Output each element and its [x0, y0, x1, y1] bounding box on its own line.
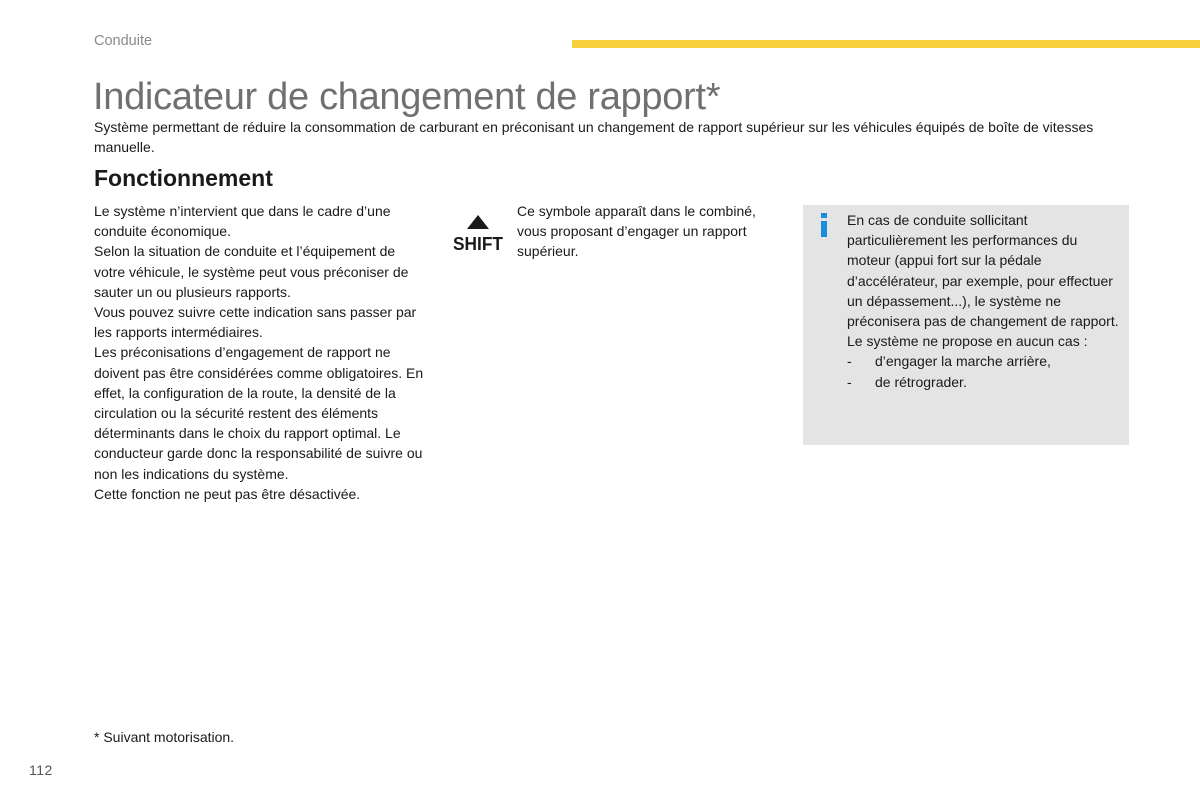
info-list	[847, 351, 1123, 391]
list-item	[847, 372, 1123, 392]
list-item-text: de rétrograder.	[875, 373, 967, 390]
header-accent-bar	[572, 40, 1200, 48]
section-label: Conduite	[94, 33, 153, 49]
info-paragraph: En cas de conduite sollicitant particulièrement les performances du moteur (appui fort sur la pédale d’accélérateur, par exemple, pour effectuer un dépassement...), le système ne préconisera pas de changement de rapport.	[847, 212, 1119, 330]
intro-text: Système permettant de réduire la consommation de carburant en préconisant un changement de rapport supérieur sur les véhicules équipés de boîte de vitesses manuelle.	[94, 119, 1094, 155]
list-item-text: d’engager la marche arrière,	[875, 353, 1051, 370]
left-paragraph: Les préconisations d’engagement de rapport ne doivent pas être considérées comme obligatoires. En effet, la configuration de la route, la densité de la circulation ou la sécurité restent des éléments déterminants dans le choix du rapport optimal. Le conducteur garde donc la responsabilité de suivre ou non les indications du système.	[94, 344, 424, 482]
info-box	[803, 205, 1129, 445]
info-icon	[818, 212, 830, 238]
shift-up-arrow-icon	[450, 213, 506, 255]
left-paragraph: Le système n’intervient que dans le cadre d’une conduite économique.	[94, 203, 391, 240]
left-column	[94, 201, 429, 504]
page-title: Indicateur de changement de rapport*	[93, 76, 721, 118]
shift-label: SHIFT	[453, 234, 504, 254]
list-bullet: -	[847, 353, 852, 370]
list-bullet: -	[847, 373, 852, 390]
footnote: * Suivant motorisation.	[94, 729, 235, 745]
page-number: 112	[29, 762, 53, 778]
info-content	[847, 210, 1123, 392]
section-heading: Fonctionnement	[94, 165, 273, 191]
info-list-intro: Le système ne propose en aucun cas :	[847, 333, 1088, 350]
left-paragraph: Vous pouvez suivre cette indication sans passer par les rapports intermédiaires.	[94, 304, 417, 341]
left-paragraph: Selon la situation de conduite et l’équipement de votre véhicule, le système peut vous préconiser de sauter un ou plusieurs rapports.	[94, 243, 409, 300]
left-paragraph: Cette fonction ne peut pas être désactivée.	[94, 485, 361, 502]
list-item	[847, 351, 1123, 371]
shift-arrow	[467, 215, 489, 229]
shift-description: Ce symbole apparaît dans le combiné, vous proposant d’engager un rapport supérieur.	[517, 203, 756, 260]
